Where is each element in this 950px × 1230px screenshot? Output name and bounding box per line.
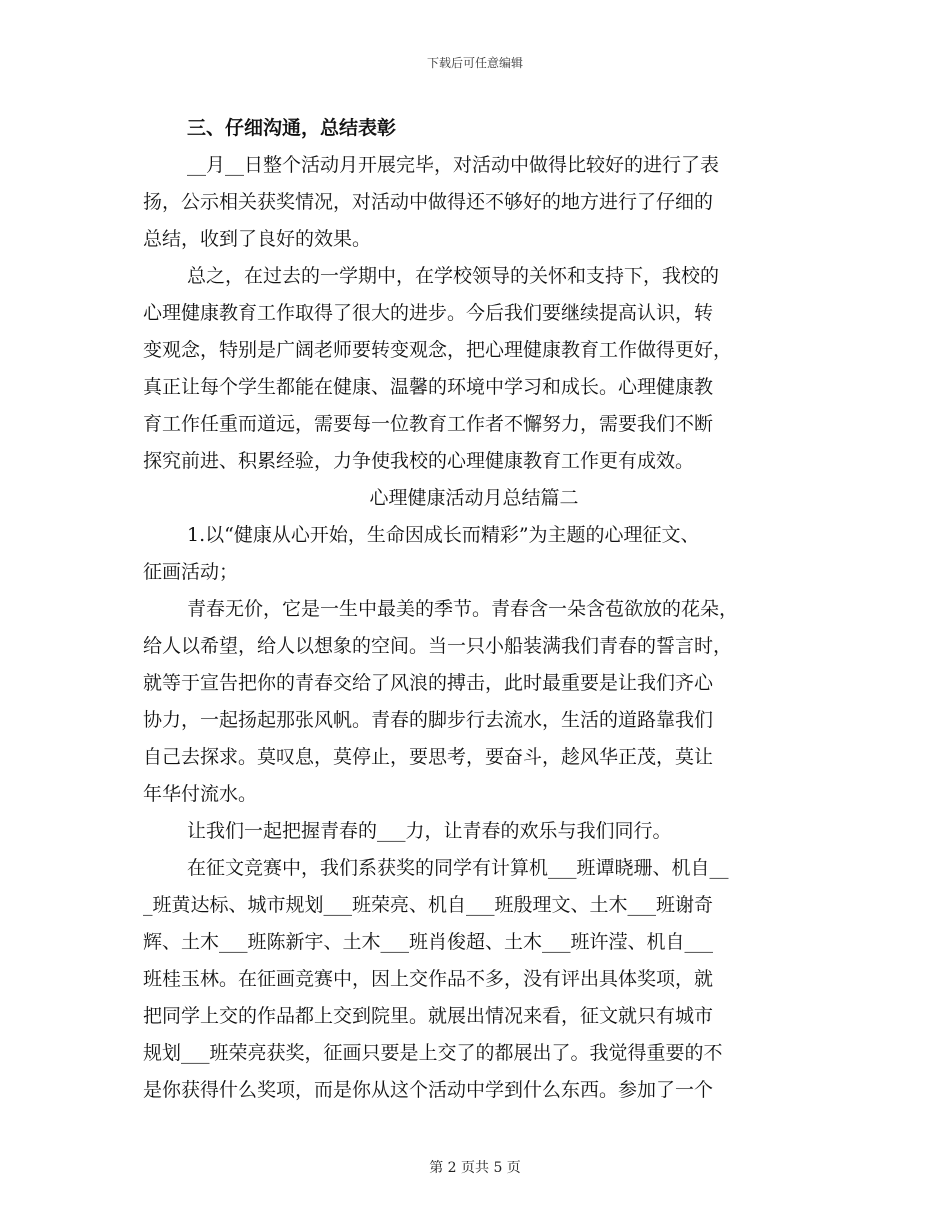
paragraph-line: 规划___班荣亮获奖，征画只要是上交了的都展出了。我觉得重要的不	[143, 1042, 723, 1064]
paragraph-line: 在征文竞赛中，我们系获奖的同学有计算机___班谭晓珊、机自__	[187, 857, 729, 879]
document-body	[143, 110, 805, 1109]
paragraph-line: 班桂玉林。在征画竞赛中，因上交作品不多，没有评出具体奖项，就	[143, 968, 714, 990]
paragraph-line: 协力，一起扬起那张风帆。青春的脚步行去流水，生活的道路靠我们	[143, 709, 714, 731]
list-item: 1.以“健康从心开始，生命因成长而精彩”为主题的心理征文、	[187, 524, 700, 546]
paragraph-line: 扬，公示相关获奖情况，对活动中做得还不够好的地方进行了仔细的	[143, 191, 714, 213]
paragraph-line: 变观念，特别是广阔老师要转变观念，把心理健康教育工作做得更好，	[143, 339, 733, 361]
paragraph-line: 辉、土木___班陈新宇、土木___班肖俊超、土木___班许滢、机自___	[143, 931, 714, 953]
section-heading: 三、仔细沟通，总结表彰	[187, 117, 397, 139]
paragraph-line: _班黄达标、城市规划___班荣亮、机自___班殷理文、土木___班谢奇	[143, 894, 714, 916]
paragraph-line: 育工作任重而道远，需要每一位教育工作者不懈努力，需要我们不断	[143, 413, 714, 435]
page-header: 下载后可任意编辑	[426, 56, 523, 70]
page-footer: 第 2 页共 5 页	[429, 1160, 521, 1176]
paragraph-line: 心理健康教育工作取得了很大的进步。今后我们要继续提高认识，转	[143, 302, 714, 324]
paragraph-line: 把同学上交的作品都上交到院里。就展出情况来看，征文就只有城市	[143, 1005, 714, 1027]
paragraph-line: 给人以希望，给人以想象的空间。当一只小船装满我们青春的誓言时，	[143, 635, 733, 657]
paragraph-line: __月__日整个活动月开展完毕，对活动中做得比较好的进行了表	[187, 154, 720, 176]
paragraph-line: 自己去探求。莫叹息，莫停止，要思考，要奋斗，趁风华正茂，莫让	[143, 746, 714, 768]
paragraph-line: 总结，收到了良好的效果。	[143, 228, 372, 250]
paragraph-line: 就等于宣告把你的青春交给了风浪的搏击，此时最重要是让我们齐心	[143, 672, 714, 694]
list-item: 征画活动；	[143, 561, 239, 583]
paragraph-line: 青春无价，它是一生中最美的季节。青春含一朵含苞欲放的花朵，	[187, 598, 739, 620]
article-title: 心理健康活动月总结篇二	[369, 487, 579, 509]
paragraph-line: 真正让每个学生都能在健康、温馨的环境中学习和成长。心理健康教	[143, 376, 714, 398]
paragraph-line: 总之，在过去的一学期中，在学校领导的关怀和支持下，我校的	[187, 265, 720, 287]
paragraph-line: 年华付流水。	[143, 783, 258, 805]
paragraph-line: 是你获得什么奖项，而是你从这个活动中学到什么东西。参加了一个	[143, 1079, 714, 1101]
paragraph-line: 探究前进、积累经验，力争使我校的心理健康教育工作更有成效。	[143, 450, 695, 472]
paragraph-line: 让我们一起把握青春的___力，让青春的欢乐与我们同行。	[187, 820, 672, 842]
